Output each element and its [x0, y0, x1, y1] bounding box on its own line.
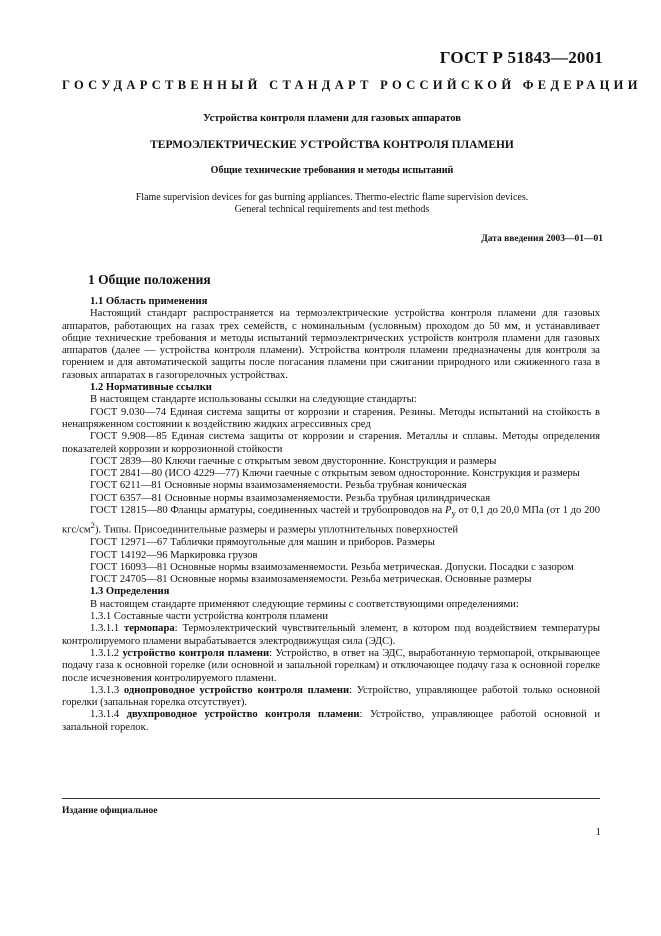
page-number: 1 — [595, 826, 601, 838]
reference-item: ГОСТ 6357—81 Основные нормы взаимозаменяемости. Резьба трубная цилиндрическая — [90, 492, 491, 504]
reference-item: ГОСТ 16093—81 Основные нормы взаимозаменяемости. Резьба метрическая. Допуски. Посадки с зазором — [90, 561, 574, 573]
title-main: ТЕРМОЭЛЕКТРИЧЕСКИЕ УСТРОЙСТВА КОНТРОЛЯ ПЛАМЕНИ — [150, 139, 514, 151]
english-title-line-1: Flame supervision devices for gas burning appliances. Thermo-electric flame supervision devices. — [135, 192, 529, 203]
ref-12815-superscript: 2 — [90, 520, 95, 531]
title-subtitle: Общие технические требования и методы испытаний — [210, 165, 454, 176]
definition-number: 1.3.1.2 — [90, 647, 120, 659]
reference-item: ГОСТ 24705—81 Основные нормы взаимозаменяемости. Резьба метрическая. Основные размеры — [90, 574, 532, 586]
reference-item: ГОСТ 2839—80 Ключи гаечные с открытым зевом двусторонние. Конструкция и размеры — [90, 455, 497, 467]
definition-item — [62, 709, 600, 734]
subsection-heading-1-1: 1.1 Область применения — [90, 296, 208, 307]
definition-number: 1.3.1.4 — [90, 709, 120, 721]
ref-12815-pressure-symbol: P — [445, 505, 452, 517]
introduction-date: Дата введения 2003—01—01 — [481, 234, 603, 244]
definition-item — [62, 648, 600, 685]
definition-text: : Устройство, управляющее работой основной и запальной горелок. — [62, 709, 600, 733]
definition-text: : Устройство, в ответ на ЭДС, выработанную термопарой, открывающее подачу газа к основной горелке (или основной и запальной горелкам) и отключающее подачу газа к основной горелке после исчезновения контролируемого пламени. — [62, 647, 600, 684]
reference-item: ГОСТ 14192—96 Маркировка грузов — [90, 549, 258, 561]
ref-12815-subscript: у — [451, 508, 456, 519]
reference-item: ГОСТ 2841—80 (ИСО 4229—77) Ключи гаечные с открытым зевом односторонние. Конструкция и размеры — [90, 468, 580, 480]
definition-number: 1.3.1.1 — [90, 623, 120, 635]
definition-term: устройство контроля пламени — [122, 647, 270, 659]
ref-12815-part-b: от 0,1 до 20,0 МПа (от 1 до 200 кгс/см — [62, 505, 600, 536]
ref-12815-part-a: ГОСТ 12815—80 Фланцы арматуры, соединенных частей и трубопроводов на — [90, 505, 446, 517]
reference-item: ГОСТ 9.030—74 Единая система защиты от коррозии и старения. Резины. Методы испытаний на стойкость в ненапряженном состоянии к воздействию жидких агрессивных сред — [62, 406, 600, 430]
section-heading: 1 Общие положения — [88, 272, 211, 287]
english-title-line-2: General technical requirements and test methods — [234, 204, 430, 215]
subsection-heading-1-2: 1.2 Нормативные ссылки — [90, 382, 212, 394]
references-intro: В настоящем стандарте использованы ссылки на следующие стандарты: — [90, 394, 417, 406]
gost-number: ГОСТ Р 51843—2001 — [439, 48, 603, 67]
footer-divider — [62, 798, 600, 799]
reference-item: ГОСТ 9.908—85 Единая система защиты от коррозии и старения. Металлы и сплавы. Методы определения показателей коррозии и коррозионной стойкости — [62, 431, 600, 455]
title-device-group: Устройства контроля пламени для газовых аппаратов — [203, 113, 461, 124]
reference-item-12815 — [62, 505, 600, 537]
standard-header-line: ГОСУДАРСТВЕННЫЙ СТАНДАРТ РОССИЙСКОЙ ФЕДЕРАЦИИ — [62, 78, 642, 92]
definitions-group-1-3-1: 1.3.1 Составные части устройства контроля пламени — [90, 611, 329, 623]
english-title — [62, 192, 602, 216]
definition-term: термопара — [124, 623, 175, 635]
subsection-heading-1-3: 1.3 Определения — [90, 586, 170, 598]
definition-text: : Термоэлектрический чувствительный элемент, в котором под воздействием температуры контролируемого пламени вырабатывается электродвижущая сила (ЭДС). — [62, 623, 600, 647]
definitions-intro: В настоящем стандарте применяют следующие термины с соответствующими определениями: — [90, 598, 519, 610]
definition-term: однопроводное устройство контроля пламени — [123, 684, 350, 696]
reference-item: ГОСТ 6211—81 Основные нормы взаимозаменяемости. Резьба трубная коническая — [90, 480, 467, 492]
reference-item: ГОСТ 12971—67 Таблички прямоугольные для машин и приборов. Размеры — [90, 537, 435, 549]
definition-number: 1.3.1.3 — [90, 684, 120, 696]
section-body — [62, 296, 600, 734]
official-edition-label: Издание официальное — [62, 806, 158, 816]
definition-item — [62, 623, 600, 648]
definition-item — [62, 685, 600, 710]
definition-term: двухпроводное устройство контроля пламени — [126, 709, 360, 721]
ref-12815-part-c: ). Типы. Присоединительные размеры и размеры уплотнительных поверхностей — [94, 524, 459, 536]
definition-text: : Устройство, управляющее работой только основной горелки (запальная горелка отсутствует). — [62, 684, 600, 709]
scope-paragraph: Настоящий стандарт распространяется на термоэлектрические устройства контроля пламени для газовых аппаратов, работающих на газах трех семейств, с номинальным (условным) проходом до 50 мм, и устанавливает общие технические требования и методы испытаний термоэлектрических устройств контроля пламени для газовых аппаратов (далее — устройства контроля пламени). Устройства контроля пламени предназначены для контроля за горением и для автоматической защиты после погасания пламени при сжигании природного или сжиженного газа в газовых аппаратах в газогорелочных устройствах. — [62, 308, 600, 381]
